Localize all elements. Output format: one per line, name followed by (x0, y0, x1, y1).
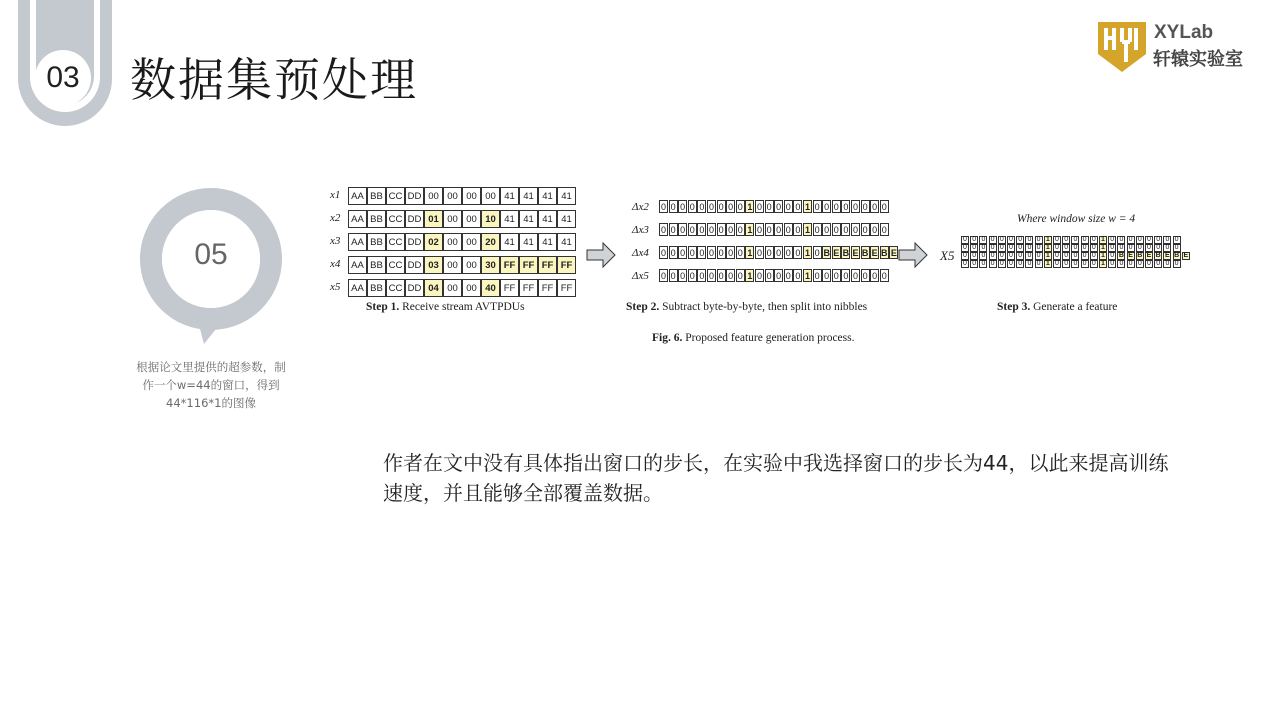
nibble-cell: 0 (680, 247, 686, 258)
byte-cell: 30 (481, 256, 500, 274)
nibble-cell: 1 (747, 270, 753, 281)
feature-cell: 0 (1062, 244, 1070, 252)
nibble-cell: 0 (660, 201, 666, 212)
feature-cell: 0 (1016, 252, 1024, 260)
byte-cell: AA (348, 187, 367, 205)
nibble-cell: 0 (795, 270, 801, 281)
feature-cell: 0 (1053, 236, 1061, 244)
nibble-cell: 0 (766, 201, 772, 212)
byte-cell: 00 (462, 233, 481, 251)
feature-cell: 0 (1007, 236, 1015, 244)
byte-cell: 00 (443, 210, 462, 228)
byte-cell: 00 (443, 187, 462, 205)
row-label: x4 (330, 258, 341, 270)
nibble-cell: 0 (756, 270, 762, 281)
feature-cell: B (1137, 252, 1143, 259)
byte-cell: DD (405, 233, 424, 251)
feature-cell: 0 (1053, 260, 1061, 268)
row-label: Δx5 (632, 270, 649, 282)
byte-cell: BB (367, 233, 386, 251)
bubble-caption-line: 根据论文里提供的超参数，制 (136, 360, 286, 374)
feature-cell: 0 (1081, 260, 1089, 268)
feature-cell: 0 (989, 236, 997, 244)
nibble-cell: 1 (747, 247, 753, 258)
byte-cell: 20 (481, 233, 500, 251)
xylab-logo (1096, 18, 1266, 76)
feature-cell: 0 (1081, 236, 1089, 244)
feature-cell: 0 (1136, 236, 1144, 244)
byte-cell: 41 (519, 187, 538, 205)
nibble-cell: 1 (804, 201, 810, 212)
feature-cell: B (1174, 252, 1180, 259)
nibble-cell: 0 (737, 247, 743, 258)
nibble-cell: 0 (670, 270, 676, 281)
nibble-cell: 0 (728, 224, 734, 235)
nibble-cell: 0 (660, 224, 666, 235)
nibble-cell: 0 (862, 270, 868, 281)
nibble-cell: 1 (804, 270, 810, 281)
arrow-right-icon (898, 242, 928, 268)
byte-cell: FF (519, 279, 538, 297)
nibble-cell: 0 (795, 247, 801, 258)
nibble-cell: 0 (660, 270, 666, 281)
feature-cell: 0 (1025, 260, 1033, 268)
nibble-cell: 0 (872, 201, 878, 212)
feature-cell: 0 (1071, 252, 1079, 260)
nibble-cell: 0 (718, 247, 724, 258)
nibble-cell: E (852, 247, 859, 258)
byte-cell: DD (405, 187, 424, 205)
byte-cell: 00 (462, 187, 481, 205)
feature-cell: 0 (1035, 252, 1043, 260)
nibble-cell: 0 (680, 201, 686, 212)
nibble-cell: 0 (670, 201, 676, 212)
byte-cell: FF (519, 256, 538, 274)
nibble-cell: 0 (756, 224, 762, 235)
feature-cell: 0 (1108, 244, 1116, 252)
nibble-cell: 0 (718, 201, 724, 212)
feature-cell: 0 (1163, 260, 1171, 268)
nibble-cell: 0 (824, 224, 830, 235)
feature-cell: 1 (1044, 236, 1052, 244)
feature-cell: 0 (1136, 244, 1144, 252)
nibble-cell: 0 (833, 224, 839, 235)
body-text: 作者在文中没有具体指出窗口的步长，在实验中我选择窗口的步长为44，以此来提高训练速度，并且能够全部覆盖数据。 (383, 451, 1169, 505)
bubble-caption-line: 作一个w=44的窗口，得到 (142, 378, 280, 392)
feature-cell: 0 (1145, 244, 1153, 252)
feature-cell: 0 (1062, 260, 1070, 268)
feature-cell: E (1165, 252, 1170, 259)
feature-cell: 0 (970, 244, 978, 252)
feature-cell: 0 (1081, 244, 1089, 252)
nibble-cell: 0 (680, 270, 686, 281)
feature-cell: 0 (1062, 252, 1070, 260)
nibble-cell: 0 (881, 224, 887, 235)
nibble-cell: 0 (785, 270, 791, 281)
byte-cell: 01 (424, 210, 443, 228)
feature-cell: 0 (1117, 244, 1125, 252)
feature-cell: 0 (1163, 244, 1171, 252)
nibble-cell: 0 (814, 224, 820, 235)
feature-cell: 0 (1035, 260, 1043, 268)
feature-cell: 0 (979, 260, 987, 268)
figure-caption: Fig. 6. Proposed feature generation process. (652, 332, 855, 344)
nibble-cell: 0 (785, 247, 791, 258)
feature-cell: 0 (1090, 260, 1098, 268)
bubble-caption-line: 44*116*1的图像 (166, 396, 256, 410)
byte-cell: CC (386, 187, 405, 205)
feature-generation-figure (320, 180, 1200, 355)
nibble-cell: B (881, 247, 888, 258)
byte-cell: 00 (481, 187, 500, 205)
feature-cell: 0 (1127, 244, 1135, 252)
step2-caption: Step 2. Subtract byte-by-byte, then split into nibbles (626, 301, 868, 313)
nibble-cell: 0 (843, 270, 849, 281)
byte-cell: AA (348, 279, 367, 297)
nibble-cell: 0 (814, 201, 820, 212)
byte-cell: 41 (519, 210, 538, 228)
nibble-cell: 0 (680, 224, 686, 235)
feature-cell: 0 (1163, 236, 1171, 244)
feature-cell: 0 (1108, 252, 1116, 260)
nibble-cell: 0 (689, 270, 695, 281)
feature-cell: 0 (961, 236, 969, 244)
feature-cell: 0 (1071, 260, 1079, 268)
nibble-cell: 0 (737, 270, 743, 281)
row-label: x2 (330, 212, 341, 224)
nibble-cell: 0 (708, 224, 714, 235)
feature-cell: 0 (1090, 236, 1098, 244)
feature-cell: B (1155, 252, 1161, 259)
feature-cell: 0 (1007, 244, 1015, 252)
nibble-cell: 0 (766, 270, 772, 281)
section-number: 03 (35, 50, 91, 106)
feature-cell: 1 (1099, 244, 1107, 252)
xylab-shield-icon (1096, 20, 1148, 74)
nibble-cell: 0 (670, 224, 676, 235)
byte-cell: 02 (424, 233, 443, 251)
nibble-cell: 0 (843, 224, 849, 235)
feature-cell: 0 (1090, 244, 1098, 252)
nibble-cell: 0 (699, 224, 705, 235)
feature-cell: 0 (1127, 260, 1135, 268)
feature-cell: 0 (1154, 244, 1162, 252)
nibble-cell: E (890, 247, 897, 258)
nibble-cell: B (823, 247, 830, 258)
feature-cell: 0 (1108, 260, 1116, 268)
feature-cell: 0 (1090, 252, 1098, 260)
feature-cell: 0 (979, 236, 987, 244)
byte-cell: 00 (443, 279, 462, 297)
logo-text-cn: 轩辕实验室 (1153, 49, 1243, 70)
feature-cell: 0 (1071, 244, 1079, 252)
nibble-cell: 0 (718, 270, 724, 281)
byte-cell: AA (348, 210, 367, 228)
feature-cell: 0 (1108, 236, 1116, 244)
byte-cell: FF (500, 279, 519, 297)
byte-cell: DD (405, 256, 424, 274)
byte-cell: BB (367, 210, 386, 228)
byte-cell: 40 (481, 279, 500, 297)
nibble-cell: 0 (708, 270, 714, 281)
nibble-cell: 0 (843, 201, 849, 212)
nibble-cell: 1 (804, 224, 810, 235)
feature-cell: 0 (1025, 236, 1033, 244)
feature-cell: 1 (1044, 244, 1052, 252)
feature-cell: B (1118, 252, 1124, 259)
feature-cell: 0 (1117, 236, 1125, 244)
nibble-cell: 0 (766, 224, 772, 235)
step-bubble (138, 186, 288, 346)
feature-cell: 1 (1044, 260, 1052, 268)
nibble-cell: 0 (881, 201, 887, 212)
feature-cell: E (1146, 252, 1152, 259)
row-label: x3 (330, 235, 341, 247)
nibble-cell: 0 (689, 224, 695, 235)
nibble-cell: E (871, 247, 878, 258)
feature-cell: 0 (998, 236, 1006, 244)
byte-cell: 41 (519, 233, 538, 251)
feature-cell: 1 (1099, 260, 1107, 268)
feature-cell: 0 (979, 252, 987, 260)
nibble-cell: 0 (814, 247, 820, 258)
byte-cell: 00 (443, 256, 462, 274)
feature-cell: 0 (1016, 244, 1024, 252)
byte-cell: FF (500, 256, 519, 274)
byte-cell: 00 (443, 233, 462, 251)
nibble-cell: 0 (708, 201, 714, 212)
byte-cell: BB (367, 256, 386, 274)
nibble-cell: 0 (814, 270, 820, 281)
nibble-cell: 0 (689, 247, 695, 258)
nibble-cell: 0 (824, 201, 830, 212)
nibble-cell: 0 (862, 224, 868, 235)
byte-cell: AA (348, 256, 367, 274)
byte-cell: 41 (500, 210, 519, 228)
feature-cell: 0 (1173, 236, 1181, 244)
feature-cell: E (1128, 252, 1133, 259)
feature-cell: 0 (1025, 244, 1033, 252)
nibble-cell: 0 (852, 224, 858, 235)
byte-cell: AA (348, 233, 367, 251)
nibble-cell: 0 (718, 224, 724, 235)
feature-cell: 0 (1053, 244, 1061, 252)
byte-cell: BB (367, 279, 386, 297)
nibble-cell: B (842, 247, 850, 258)
byte-cell: FF (557, 279, 576, 297)
feature-cell: 0 (1035, 236, 1043, 244)
nibble-cell: 0 (660, 247, 666, 258)
nibble-cell: 0 (852, 201, 858, 212)
nibble-cell: 0 (699, 270, 705, 281)
feature-cell: 0 (1016, 260, 1024, 268)
feature-cell: 0 (1136, 260, 1144, 268)
nibble-cell: 0 (833, 270, 839, 281)
nibble-cell: 0 (785, 201, 791, 212)
feature-cell: 0 (998, 252, 1006, 260)
byte-cell: 41 (557, 210, 576, 228)
feature-cell: 0 (1173, 260, 1181, 268)
nibble-cell: 0 (728, 270, 734, 281)
feature-cell: 0 (1016, 236, 1024, 244)
feature-cell: 0 (1154, 236, 1162, 244)
byte-cell: DD (405, 210, 424, 228)
step3-label: X5 (940, 248, 955, 263)
feature-cell: 0 (979, 244, 987, 252)
byte-cell: 41 (538, 187, 557, 205)
nibble-cell: 0 (776, 247, 782, 258)
byte-cell: 41 (500, 233, 519, 251)
nibble-cell: E (833, 247, 840, 258)
feature-cell: E (1183, 252, 1189, 259)
feature-cell: 0 (989, 244, 997, 252)
row-label: Δx3 (632, 224, 649, 236)
nibble-cell: 0 (728, 247, 734, 258)
nibble-cell: 0 (776, 270, 782, 281)
feature-cell: 0 (1173, 244, 1181, 252)
byte-cell: 41 (557, 233, 576, 251)
byte-cell: 41 (538, 210, 557, 228)
feature-cell: 0 (1062, 236, 1070, 244)
byte-cell: FF (557, 256, 576, 274)
nibble-cell: 0 (795, 201, 801, 212)
byte-cell: FF (538, 279, 557, 297)
byte-cell: 00 (462, 279, 481, 297)
feature-cell: 1 (1099, 236, 1107, 244)
feature-cell: 0 (1145, 236, 1153, 244)
nibble-cell: 0 (881, 270, 887, 281)
byte-cell: 41 (500, 187, 519, 205)
nibble-cell: 0 (670, 247, 676, 258)
feature-cell: 0 (1154, 260, 1162, 268)
feature-cell: 0 (1007, 252, 1015, 260)
byte-cell: DD (405, 279, 424, 297)
feature-cell: 0 (1025, 252, 1033, 260)
feature-cell: 0 (961, 244, 969, 252)
byte-cell: 00 (462, 256, 481, 274)
byte-cell: 00 (462, 210, 481, 228)
byte-cell: CC (386, 279, 405, 297)
nibble-cell: B (861, 247, 869, 258)
feature-cell: 0 (961, 252, 969, 260)
nibble-cell: 0 (699, 201, 705, 212)
byte-cell: 04 (424, 279, 443, 297)
feature-cell: 0 (970, 252, 978, 260)
nibble-cell: 0 (785, 224, 791, 235)
feature-cell: 0 (1081, 252, 1089, 260)
byte-cell: CC (386, 210, 405, 228)
nibble-cell: 0 (708, 247, 714, 258)
bubble-number: 05 (194, 238, 228, 271)
step1-caption: Step 1. Receive stream AVTPDUs (366, 301, 525, 313)
bubble-caption (118, 358, 304, 412)
nibble-cell: 0 (766, 247, 772, 258)
byte-cell: FF (538, 256, 557, 274)
feature-cell: 0 (1053, 252, 1061, 260)
byte-cell: 03 (424, 256, 443, 274)
feature-cell: 1 (1044, 252, 1052, 260)
step3-title: Where window size w = 4 (1017, 213, 1136, 225)
byte-cell: CC (386, 256, 405, 274)
nibble-cell: 1 (747, 224, 753, 235)
byte-cell: 10 (481, 210, 500, 228)
step3-caption: Step 3. Generate a feature (997, 301, 1118, 313)
feature-cell: 0 (1007, 260, 1015, 268)
nibble-cell: 1 (747, 201, 753, 212)
byte-cell: 41 (538, 233, 557, 251)
feature-cell: 0 (970, 236, 978, 244)
nibble-cell: 0 (852, 270, 858, 281)
byte-cell: 41 (557, 187, 576, 205)
feature-cell: 0 (989, 260, 997, 268)
nibble-cell: 0 (795, 224, 801, 235)
row-label: Δx2 (632, 201, 649, 213)
feature-cell: 0 (989, 252, 997, 260)
nibble-cell: 0 (737, 201, 743, 212)
feature-cell: 0 (970, 260, 978, 268)
nibble-cell: 0 (833, 201, 839, 212)
logo-text-en: XYLab (1154, 22, 1214, 43)
arrow-right-icon (586, 242, 616, 268)
nibble-cell: 0 (699, 247, 705, 258)
nibble-cell: 0 (689, 201, 695, 212)
nibble-cell: 0 (872, 270, 878, 281)
nibble-cell: 0 (728, 201, 734, 212)
byte-cell: 00 (424, 187, 443, 205)
feature-cell: 0 (998, 260, 1006, 268)
nibble-cell: 0 (824, 270, 830, 281)
feature-cell: 0 (1071, 236, 1079, 244)
row-label: Δx4 (632, 247, 649, 259)
row-label: x5 (330, 281, 341, 293)
feature-cell: 0 (961, 260, 969, 268)
feature-cell: 1 (1099, 252, 1107, 260)
page-title: 数据集预处理 (130, 53, 418, 107)
feature-cell: 0 (1117, 260, 1125, 268)
nibble-cell: 0 (737, 224, 743, 235)
nibble-cell: 0 (776, 201, 782, 212)
feature-cell: 0 (1127, 236, 1135, 244)
nibble-cell: 0 (756, 201, 762, 212)
feature-cell: 0 (1145, 260, 1153, 268)
nibble-cell: 0 (756, 247, 762, 258)
feature-cell: 0 (998, 244, 1006, 252)
byte-cell: BB (367, 187, 386, 205)
nibble-cell: 0 (776, 224, 782, 235)
feature-cell: 0 (1035, 244, 1043, 252)
byte-cell: CC (386, 233, 405, 251)
row-label: x1 (330, 189, 341, 201)
nibble-cell: 0 (862, 201, 868, 212)
nibble-cell: 1 (804, 247, 810, 258)
nibble-cell: 0 (872, 224, 878, 235)
